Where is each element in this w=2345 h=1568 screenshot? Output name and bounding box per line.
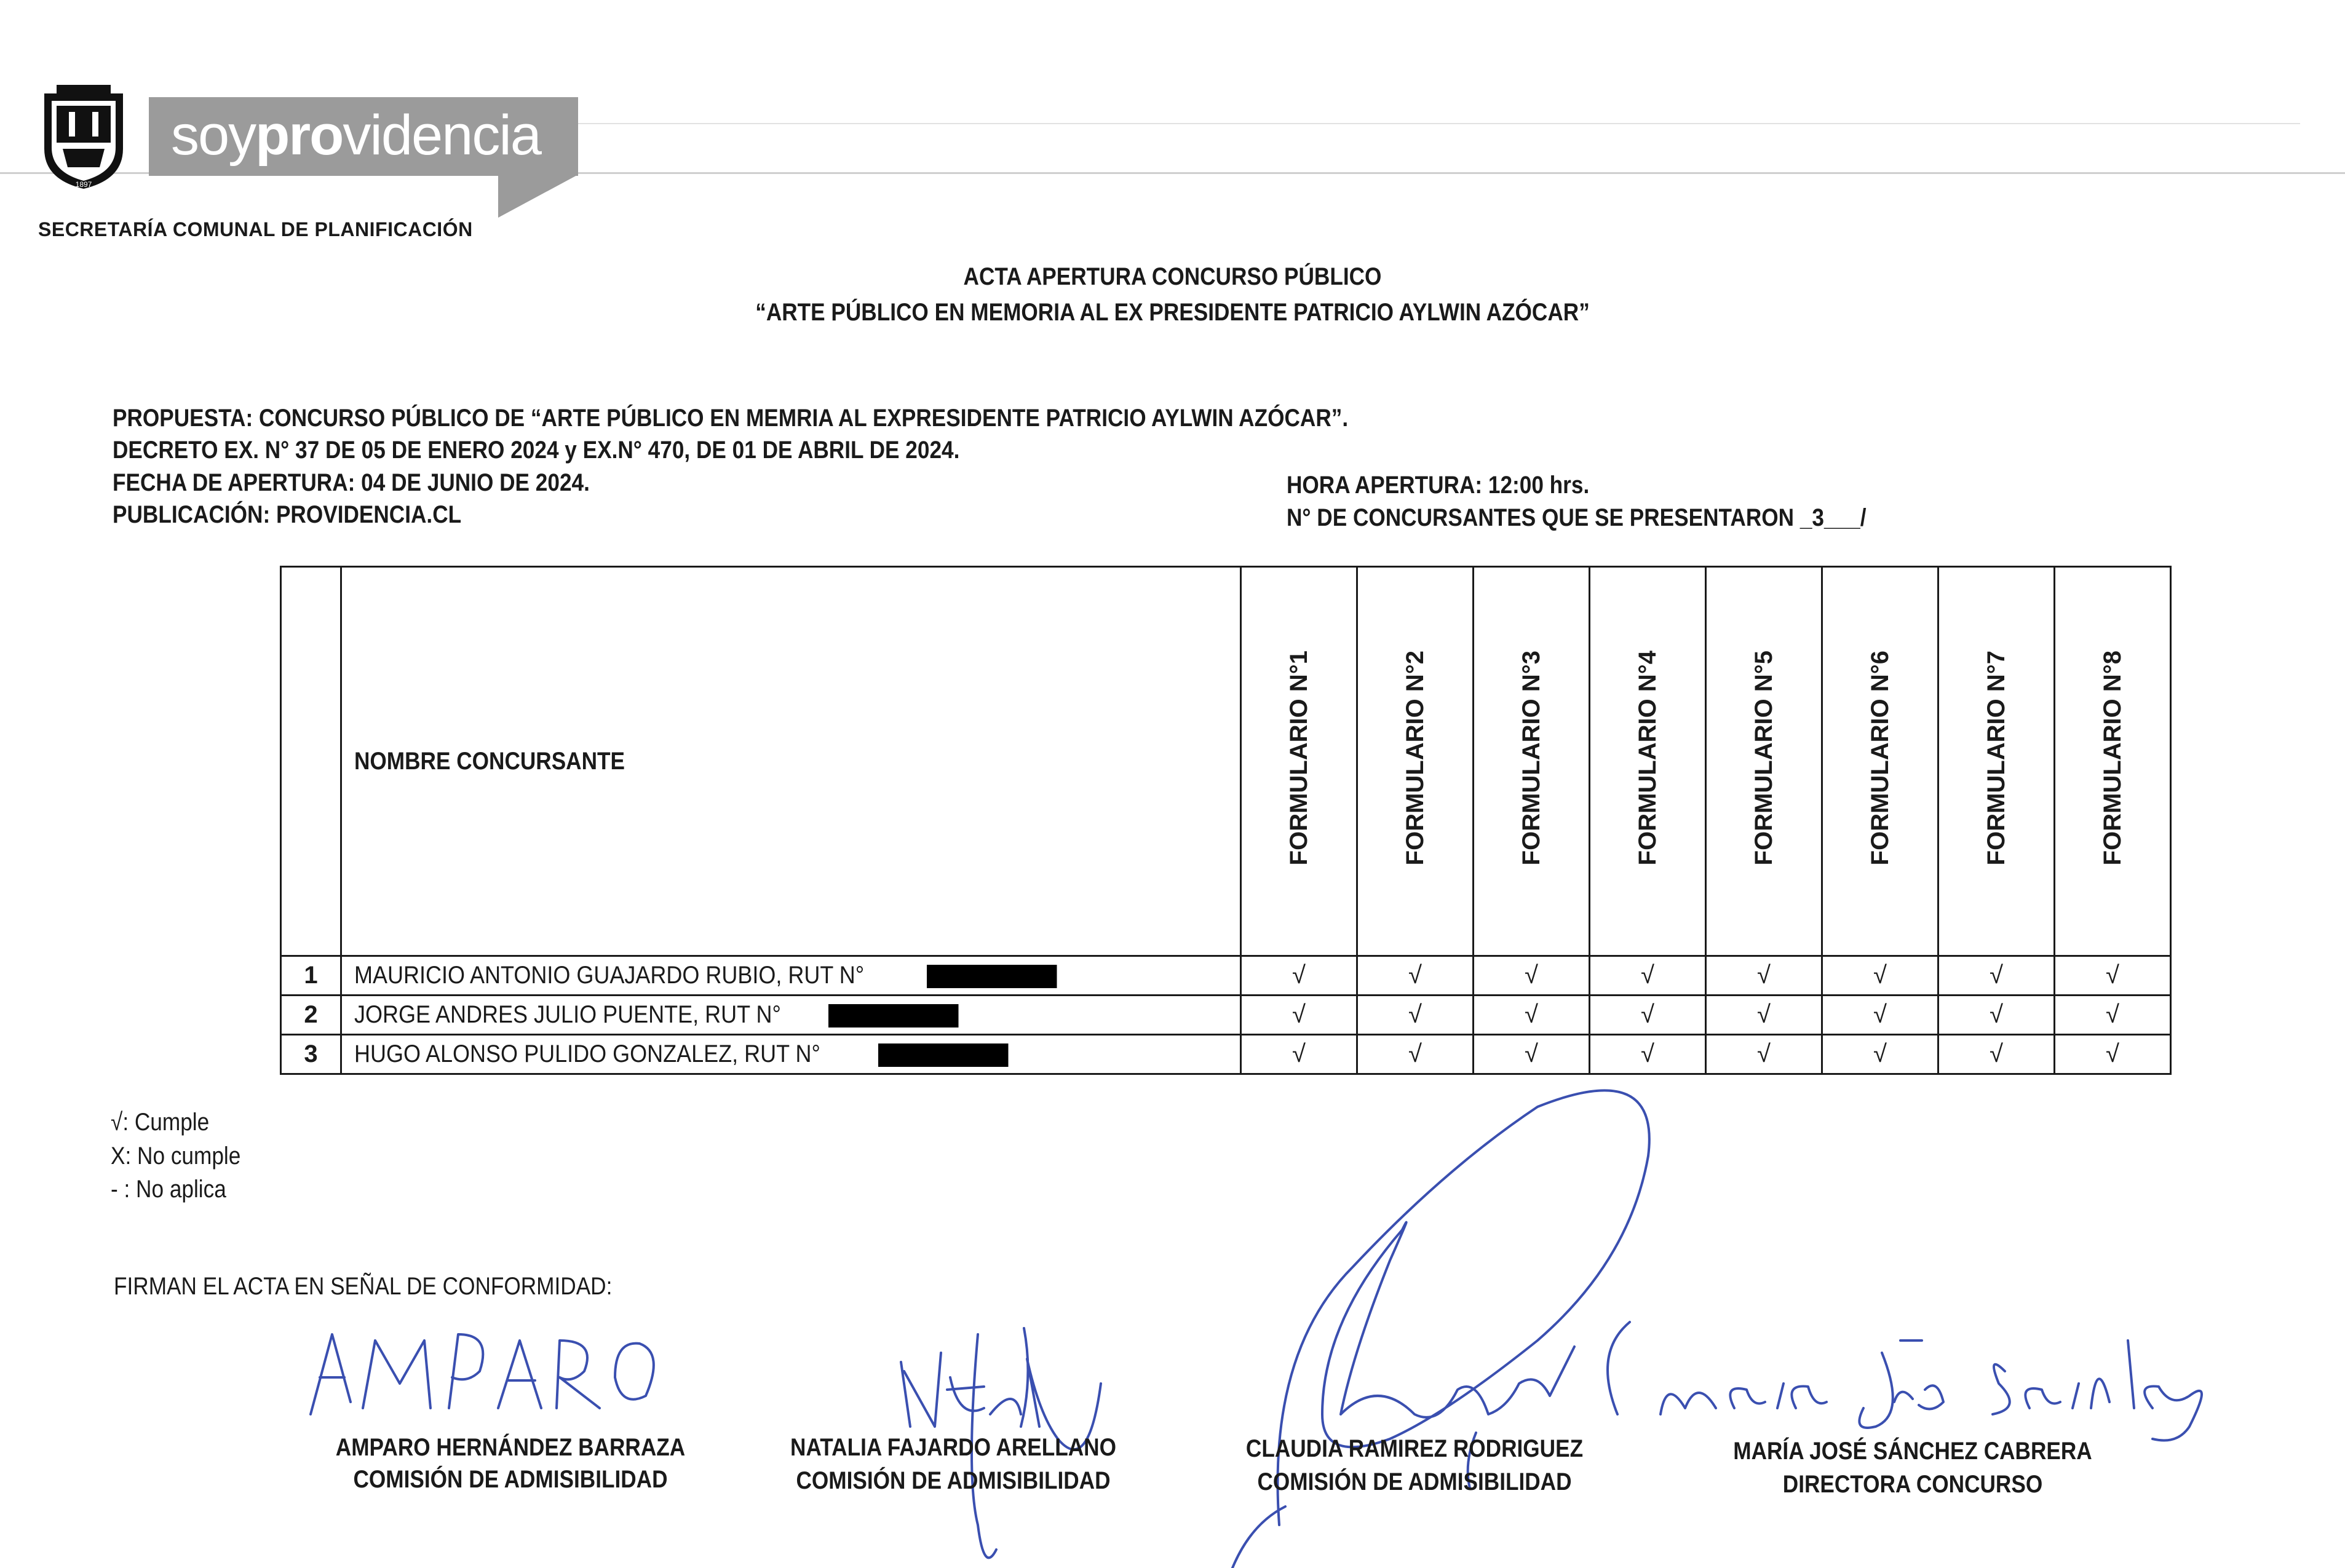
row-2-form-8: √ [2055,996,2171,1035]
signatory-4-role: DIRECTORA CONCURSO [1782,1471,2043,1498]
signatory-4-name: MARÍA JOSÉ SÁNCHEZ CABRERA [1733,1438,2092,1465]
firman-statement: FIRMAN EL ACTA EN SEÑAL DE CONFORMIDAD: [114,1273,613,1300]
document-title-line1: ACTA APERTURA CONCURSO PÚBLICO [963,263,1382,290]
header-nombre-concursante: NOMBRE CONCURSANTE [354,747,625,775]
header-form-8-label: FORMULARIO N°8 [2098,651,2126,866]
row-2-form-6: √ [1822,996,1938,1035]
row-1-form-5: √ [1706,956,1822,996]
row-3-form-2: √ [1357,1035,1474,1074]
svg-text:1897: 1897 [75,180,92,189]
row-1-form-2: √ [1357,956,1474,996]
signatory-1-name: AMPARO HERNÁNDEZ BARRAZA [335,1434,686,1461]
brand-pro: pro [255,104,343,167]
signatory-3-name: CLAUDIA RAMIREZ RODRIGUEZ [1245,1435,1584,1462]
signatory-2-name: NATALIA FAJARDO ARELLANO [790,1434,1116,1461]
concursantes-count-line: N° DE CONCURSANTES QUE SE PRESENTARON _3___/ [1287,504,1867,531]
legend-no-aplica: - : No aplica [111,1176,226,1203]
signatory-2-role: COMISIÓN DE ADMISIBILIDAD [796,1467,1111,1494]
signatory-1-role: COMISIÓN DE ADMISIBILIDAD [353,1466,668,1493]
row-3-num: 3 [281,1035,341,1074]
row-3-form-6: √ [1822,1035,1938,1074]
row-3-form-4: √ [1590,1035,1706,1074]
row-3-name: HUGO ALONSO PULIDO GONZALEZ, RUT N° [354,1040,820,1067]
row-1-num: 1 [281,956,341,996]
row-1-form-4: √ [1590,956,1706,996]
row-1-form-3: √ [1474,956,1590,996]
row-1-form-8: √ [2055,956,2171,996]
signature-claudia-stroke [1230,1090,1649,1568]
row-3-form-3: √ [1474,1035,1590,1074]
header-form-6-label: FORMULARIO N°6 [1866,651,1894,866]
row-2-form-5: √ [1706,996,1822,1035]
row-1-form-1: √ [1241,956,1357,996]
department-name: SECRETARÍA COMUNAL DE PLANIFICACIÓN [38,218,473,240]
signature-mariajose-stroke [1608,1322,2202,1441]
row-2-form-1: √ [1241,996,1357,1035]
header-form-5-label: FORMULARIO N°5 [1750,651,1777,866]
row-3-form-5: √ [1706,1035,1822,1074]
row-1-name: MAURICIO ANTONIO GUAJARDO RUBIO, RUT N° [354,962,865,989]
row-2-form-3: √ [1474,996,1590,1035]
header-form-7-label: FORMULARIO N°7 [1982,651,2010,866]
row-1-form-6: √ [1822,956,1938,996]
header-form-4-label: FORMULARIO N°4 [1633,651,1661,866]
hora-apertura-line: HORA APERTURA: 12:00 hrs. [1287,472,1590,499]
header-form-2-label: FORMULARIO N°2 [1401,651,1429,866]
publicacion-line: PUBLICACIÓN: PROVIDENCIA.CL [113,501,462,528]
legend-no-cumple: X: No cumple [111,1142,241,1170]
signature-amparo-stroke [311,1334,654,1414]
row-2-num: 2 [281,996,341,1035]
brand-videncia: videncia [343,104,541,167]
header-form-1-label: FORMULARIO N°1 [1285,651,1312,866]
row-2-form-7: √ [1938,996,2055,1035]
row-3-form-7: √ [1938,1035,2055,1074]
propuesta-line: PROPUESTA: CONCURSO PÚBLICO DE “ARTE PÚBLICO EN MEMRIA AL EXPRESIDENTE PATRICIO AYLWIN AZÓCAR”. [113,405,1349,432]
legend-cumple: √: Cumple [111,1109,210,1136]
fecha-apertura-line: FECHA DE APERTURA: 04 DE JUNIO DE 2024. [113,469,590,496]
row-2-form-2: √ [1357,996,1474,1035]
row-2-name: JORGE ANDRES JULIO PUENTE, RUT N° [354,1001,781,1028]
decreto-line: DECRETO EX. N° 37 DE 05 DE ENERO 2024 y EX.N° 470, DE 01 DE ABRIL DE 2024. [113,437,960,464]
brand-soy: soy [171,104,256,167]
document-title-line2: “ARTE PÚBLICO EN MEMORIA AL EX PRESIDENTE PATRICIO AYLWIN AZÓCAR” [755,299,1590,326]
row-3-form-8: √ [2055,1035,2171,1074]
header-form-3-label: FORMULARIO N°3 [1517,651,1545,866]
row-2-form-4: √ [1590,996,1706,1035]
row-1-form-7: √ [1938,956,2055,996]
signatory-3-role: COMISIÓN DE ADMISIBILIDAD [1257,1468,1572,1495]
row-3-form-1: √ [1241,1035,1357,1074]
